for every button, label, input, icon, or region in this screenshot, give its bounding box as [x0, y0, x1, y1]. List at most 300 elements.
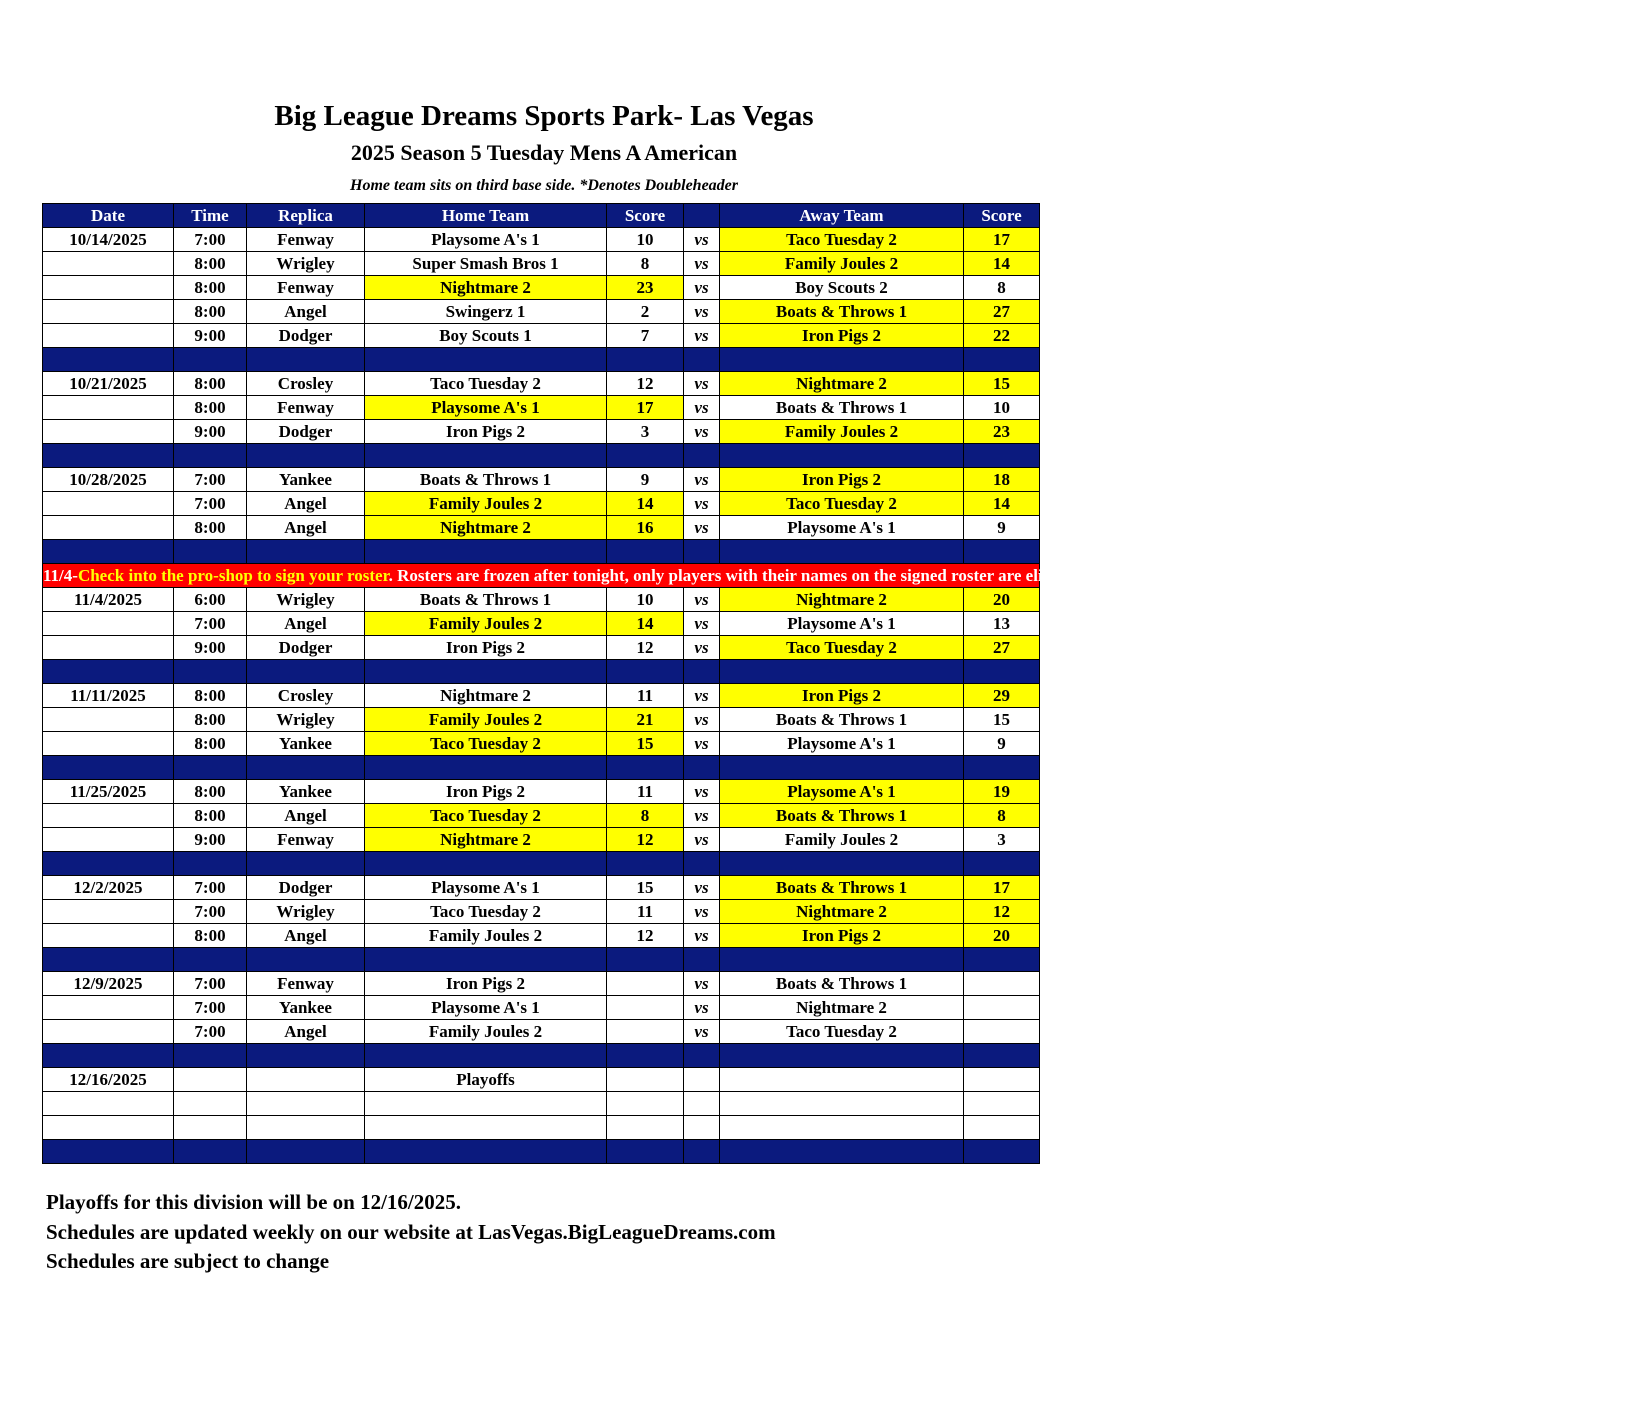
separator-cell: [247, 756, 365, 780]
away-team-cell: Boats & Throws 1: [720, 708, 964, 732]
separator-cell: [247, 348, 365, 372]
away-team-cell: Taco Tuesday 2: [720, 492, 964, 516]
time-cell: [174, 1068, 247, 1092]
away-team-cell: Iron Pigs 2: [720, 924, 964, 948]
home-team-cell: Family Joules 2: [365, 612, 607, 636]
roster-notice: [43, 564, 1642, 588]
week-separator-row: [43, 660, 1040, 684]
separator-cell: [365, 348, 607, 372]
away-team-cell: Taco Tuesday 2: [720, 636, 964, 660]
vs-cell: vs: [684, 588, 720, 612]
separator-cell: [720, 948, 964, 972]
week-separator-row: [43, 348, 1040, 372]
away-team-cell: Taco Tuesday 2: [720, 228, 964, 252]
vs-cell: vs: [684, 900, 720, 924]
away-team-cell: Family Joules 2: [720, 420, 964, 444]
separator-cell: [684, 948, 720, 972]
time-cell: 8:00: [174, 372, 247, 396]
away-team-cell: Iron Pigs 2: [720, 684, 964, 708]
home-team-cell: Family Joules 2: [365, 492, 607, 516]
date-cell: [43, 300, 174, 324]
home-team-cell: Boats & Throws 1: [365, 588, 607, 612]
home-team-cell: Boats & Throws 1: [365, 468, 607, 492]
away-team-cell: Nightmare 2: [720, 372, 964, 396]
away-team-cell: Playsome A's 1: [720, 516, 964, 540]
away-score-cell: [964, 996, 1040, 1020]
separator-cell: [247, 1044, 365, 1068]
time-cell: 7:00: [174, 900, 247, 924]
date-cell: 12/9/2025: [43, 972, 174, 996]
date-cell: 10/14/2025: [43, 228, 174, 252]
separator-cell: [720, 1044, 964, 1068]
replica-cell: Crosley: [247, 684, 365, 708]
date-cell: [43, 1116, 174, 1140]
home-team-cell: Iron Pigs 2: [365, 420, 607, 444]
vs-cell: vs: [684, 876, 720, 900]
time-cell: 7:00: [174, 612, 247, 636]
page-title: Big League Dreams Sports Park- Las Vegas: [274, 100, 814, 132]
separator-cell: [684, 444, 720, 468]
table-row: [43, 300, 1040, 324]
separator-cell: [684, 756, 720, 780]
time-cell: 8:00: [174, 252, 247, 276]
replica-cell: Angel: [247, 612, 365, 636]
replica-cell: Dodger: [247, 636, 365, 660]
table-row: [43, 252, 1040, 276]
vs-cell: vs: [684, 924, 720, 948]
table-row: [43, 732, 1040, 756]
table-row: [43, 324, 1040, 348]
table-row: [43, 924, 1040, 948]
date-cell: [43, 924, 174, 948]
replica-cell: Dodger: [247, 876, 365, 900]
away-team-cell: Boats & Throws 1: [720, 876, 964, 900]
separator-cell: [964, 660, 1040, 684]
replica-cell: [247, 1068, 365, 1092]
separator-cell: [720, 444, 964, 468]
replica-cell: Angel: [247, 516, 365, 540]
date-cell: [43, 276, 174, 300]
vs-cell: vs: [684, 708, 720, 732]
home-team-cell: Taco Tuesday 2: [365, 900, 607, 924]
vs-cell: [684, 1116, 720, 1140]
time-cell: 9:00: [174, 636, 247, 660]
date-cell: 10/28/2025: [43, 468, 174, 492]
table-row: [43, 516, 1040, 540]
away-score-cell: [964, 1116, 1040, 1140]
home-score-cell: 15: [607, 876, 684, 900]
home-team-cell: Playsome A's 1: [365, 228, 607, 252]
time-cell: 8:00: [174, 732, 247, 756]
separator-cell: [964, 444, 1040, 468]
date-cell: 12/16/2025: [43, 1068, 174, 1092]
replica-cell: Yankee: [247, 468, 365, 492]
home-score-cell: [607, 972, 684, 996]
schedule-body: [43, 228, 1642, 1164]
separator-cell: [607, 444, 684, 468]
footer-playoffs-note: Playoffs for this division will be on 12/16/2025.: [46, 1190, 461, 1214]
schedule-table: [42, 203, 1642, 1164]
separator-cell: [607, 948, 684, 972]
home-team-cell: [365, 1116, 607, 1140]
away-team-cell: [720, 1092, 964, 1116]
time-cell: 8:00: [174, 804, 247, 828]
home-score-cell: [607, 996, 684, 1020]
vs-cell: vs: [684, 420, 720, 444]
home-team-cell: Iron Pigs 2: [365, 780, 607, 804]
home-score-cell: 12: [607, 924, 684, 948]
separator-cell: [365, 1044, 607, 1068]
home-score-cell: 12: [607, 636, 684, 660]
week-separator-row: [43, 540, 1040, 564]
time-cell: [174, 1116, 247, 1140]
vs-cell: vs: [684, 372, 720, 396]
replica-cell: Angel: [247, 1020, 365, 1044]
separator-cell: [964, 756, 1040, 780]
separator-cell: [365, 660, 607, 684]
separator-cell: [174, 852, 247, 876]
time-cell: 7:00: [174, 468, 247, 492]
separator-cell: [607, 540, 684, 564]
separator-cell: [964, 948, 1040, 972]
week-separator-row: [43, 948, 1040, 972]
away-team-cell: Iron Pigs 2: [720, 324, 964, 348]
date-cell: [43, 708, 174, 732]
separator-cell: [607, 1140, 684, 1164]
replica-cell: Wrigley: [247, 708, 365, 732]
separator-cell: [247, 852, 365, 876]
away-score-cell: 9: [964, 732, 1040, 756]
date-cell: [43, 804, 174, 828]
separator-cell: [43, 1044, 174, 1068]
home-score-cell: [607, 1092, 684, 1116]
home-score-cell: 17: [607, 396, 684, 420]
date-cell: [43, 732, 174, 756]
home-team-cell: Playoffs: [365, 1068, 607, 1092]
replica-cell: Yankee: [247, 780, 365, 804]
date-cell: [43, 324, 174, 348]
table-row: [43, 372, 1040, 396]
week-separator-row: [43, 1140, 1040, 1164]
separator-cell: [964, 852, 1040, 876]
replica-cell: Fenway: [247, 228, 365, 252]
separator-cell: [720, 852, 964, 876]
home-team-cell: Super Smash Bros 1: [365, 252, 607, 276]
schedule-note: Home team sits on third base side. *Denotes Doubleheader: [350, 177, 738, 194]
away-score-cell: 15: [964, 372, 1040, 396]
table-row: [43, 804, 1040, 828]
date-cell: [43, 420, 174, 444]
separator-cell: [43, 1140, 174, 1164]
time-cell: 7:00: [174, 1020, 247, 1044]
table-row: [43, 396, 1040, 420]
home-score-cell: 7: [607, 324, 684, 348]
separator-cell: [174, 1044, 247, 1068]
replica-cell: Fenway: [247, 972, 365, 996]
separator-cell: [365, 540, 607, 564]
time-cell: 7:00: [174, 228, 247, 252]
away-team-cell: Boy Scouts 2: [720, 276, 964, 300]
notice-text: 11/4-: [43, 565, 78, 585]
date-cell: [43, 1092, 174, 1116]
home-score-cell: 3: [607, 420, 684, 444]
table-row: [43, 780, 1040, 804]
home-score-cell: 12: [607, 372, 684, 396]
home-score-cell: 12: [607, 828, 684, 852]
away-team-cell: Playsome A's 1: [720, 612, 964, 636]
time-cell: 8:00: [174, 516, 247, 540]
vs-cell: [684, 1092, 720, 1116]
separator-cell: [607, 756, 684, 780]
away-team-cell: [720, 1116, 964, 1140]
home-team-cell: Nightmare 2: [365, 684, 607, 708]
home-team-cell: Taco Tuesday 2: [365, 804, 607, 828]
separator-cell: [365, 852, 607, 876]
time-cell: 8:00: [174, 924, 247, 948]
home-team-cell: Boy Scouts 1: [365, 324, 607, 348]
away-score-cell: 18: [964, 468, 1040, 492]
separator-cell: [720, 348, 964, 372]
home-score-cell: [607, 1116, 684, 1140]
week-separator-row: [43, 1044, 1040, 1068]
separator-cell: [43, 540, 174, 564]
vs-cell: vs: [684, 972, 720, 996]
vs-cell: vs: [684, 804, 720, 828]
separator-cell: [365, 1140, 607, 1164]
footer-change-note: Schedules are subject to change: [46, 1249, 330, 1273]
time-cell: 9:00: [174, 420, 247, 444]
away-score-cell: 20: [964, 924, 1040, 948]
away-score-cell: 27: [964, 300, 1040, 324]
time-cell: 7:00: [174, 996, 247, 1020]
separator-cell: [174, 444, 247, 468]
replica-cell: Yankee: [247, 732, 365, 756]
table-row: [43, 492, 1040, 516]
home-team-cell: Playsome A's 1: [365, 996, 607, 1020]
vs-cell: vs: [684, 492, 720, 516]
home-score-cell: 8: [607, 252, 684, 276]
table-row: [43, 708, 1040, 732]
separator-cell: [720, 660, 964, 684]
home-score-cell: 10: [607, 228, 684, 252]
away-team-cell: Iron Pigs 2: [720, 468, 964, 492]
separator-cell: [684, 852, 720, 876]
away-score-cell: [964, 972, 1040, 996]
home-score-cell: 11: [607, 684, 684, 708]
time-cell: 7:00: [174, 876, 247, 900]
separator-cell: [174, 948, 247, 972]
home-score-cell: [607, 1020, 684, 1044]
date-cell: 12/2/2025: [43, 876, 174, 900]
away-score-cell: 29: [964, 684, 1040, 708]
vs-cell: vs: [684, 636, 720, 660]
home-score-cell: 10: [607, 588, 684, 612]
vs-cell: vs: [684, 732, 720, 756]
home-score-cell: 2: [607, 300, 684, 324]
separator-cell: [43, 660, 174, 684]
date-cell: [43, 900, 174, 924]
replica-cell: Fenway: [247, 276, 365, 300]
separator-cell: [684, 540, 720, 564]
time-cell: 9:00: [174, 828, 247, 852]
separator-cell: [684, 1044, 720, 1068]
replica-cell: Angel: [247, 924, 365, 948]
date-cell: [43, 612, 174, 636]
separator-cell: [43, 852, 174, 876]
date-cell: 11/4/2025: [43, 588, 174, 612]
col-header-vs: [684, 204, 720, 228]
table-row: [43, 900, 1040, 924]
replica-cell: Wrigley: [247, 588, 365, 612]
separator-cell: [684, 660, 720, 684]
date-cell: [43, 252, 174, 276]
away-team-cell: Family Joules 2: [720, 252, 964, 276]
separator-cell: [247, 1140, 365, 1164]
time-cell: 8:00: [174, 300, 247, 324]
separator-cell: [43, 444, 174, 468]
vs-cell: vs: [684, 996, 720, 1020]
separator-cell: [247, 444, 365, 468]
vs-cell: vs: [684, 780, 720, 804]
time-cell: 8:00: [174, 684, 247, 708]
away-score-cell: 14: [964, 252, 1040, 276]
time-cell: 7:00: [174, 972, 247, 996]
away-team-cell: Boats & Throws 1: [720, 972, 964, 996]
away-score-cell: 8: [964, 276, 1040, 300]
time-cell: [174, 1092, 247, 1116]
separator-cell: [720, 1140, 964, 1164]
away-score-cell: 15: [964, 708, 1040, 732]
separator-cell: [43, 348, 174, 372]
date-cell: [43, 396, 174, 420]
away-score-cell: 20: [964, 588, 1040, 612]
col-header-time: Time: [174, 204, 247, 228]
replica-cell: Angel: [247, 300, 365, 324]
away-team-cell: Playsome A's 1: [720, 780, 964, 804]
vs-cell: vs: [684, 228, 720, 252]
vs-cell: vs: [684, 300, 720, 324]
away-team-cell: Nightmare 2: [720, 588, 964, 612]
home-score-cell: 16: [607, 516, 684, 540]
away-score-cell: [964, 1092, 1040, 1116]
home-score-cell: 11: [607, 900, 684, 924]
table-row: [43, 612, 1040, 636]
away-team-cell: [720, 1068, 964, 1092]
replica-cell: Dodger: [247, 420, 365, 444]
away-score-cell: 14: [964, 492, 1040, 516]
separator-cell: [365, 756, 607, 780]
home-team-cell: Swingerz 1: [365, 300, 607, 324]
replica-cell: [247, 1116, 365, 1140]
time-cell: 9:00: [174, 324, 247, 348]
date-cell: [43, 492, 174, 516]
table-row: [43, 468, 1040, 492]
table-row: [43, 276, 1040, 300]
home-team-cell: Iron Pigs 2: [365, 972, 607, 996]
time-cell: 7:00: [174, 492, 247, 516]
replica-cell: [247, 1092, 365, 1116]
separator-cell: [174, 348, 247, 372]
table-row: [43, 684, 1040, 708]
away-score-cell: 17: [964, 876, 1040, 900]
away-team-cell: Nightmare 2: [720, 996, 964, 1020]
away-score-cell: 22: [964, 324, 1040, 348]
page-subtitle: 2025 Season 5 Tuesday Mens A American: [350, 140, 738, 165]
date-cell: [43, 516, 174, 540]
away-score-cell: 27: [964, 636, 1040, 660]
home-team-cell: Nightmare 2: [365, 516, 607, 540]
home-team-cell: Nightmare 2: [365, 828, 607, 852]
away-score-cell: 23: [964, 420, 1040, 444]
notice-text: . Rosters are frozen after tonight, only players with their names on the signed roster are eligible for playoffs. Please check carefully as changes will not be made for omissions.: [388, 565, 1642, 585]
vs-cell: vs: [684, 252, 720, 276]
home-team-cell: [365, 1092, 607, 1116]
home-team-cell: Family Joules 2: [365, 924, 607, 948]
home-team-cell: Playsome A's 1: [365, 396, 607, 420]
replica-cell: Wrigley: [247, 252, 365, 276]
separator-cell: [964, 1140, 1040, 1164]
vs-cell: vs: [684, 684, 720, 708]
separator-cell: [720, 756, 964, 780]
col-header-home-team: Home Team: [365, 204, 607, 228]
vs-cell: vs: [684, 468, 720, 492]
separator-cell: [607, 852, 684, 876]
away-team-cell: Family Joules 2: [720, 828, 964, 852]
separator-cell: [720, 540, 964, 564]
separator-cell: [174, 756, 247, 780]
time-cell: 8:00: [174, 276, 247, 300]
date-cell: [43, 828, 174, 852]
away-score-cell: [964, 1068, 1040, 1092]
separator-cell: [365, 444, 607, 468]
date-cell: 11/25/2025: [43, 780, 174, 804]
home-score-cell: 8: [607, 804, 684, 828]
home-score-cell: 9: [607, 468, 684, 492]
separator-cell: [607, 660, 684, 684]
vs-cell: vs: [684, 324, 720, 348]
table-row: [43, 1068, 1040, 1092]
home-score-cell: 14: [607, 492, 684, 516]
week-separator-row: [43, 444, 1040, 468]
footer-website-note: Schedules are updated weekly on our website at LasVegas.BigLeagueDreams.com: [46, 1220, 776, 1244]
separator-cell: [174, 660, 247, 684]
separator-cell: [247, 948, 365, 972]
separator-cell: [964, 540, 1040, 564]
date-cell: [43, 996, 174, 1020]
vs-cell: vs: [684, 276, 720, 300]
table-row: [43, 1092, 1040, 1116]
col-header-home-score: Score: [607, 204, 684, 228]
date-cell: [43, 1020, 174, 1044]
away-score-cell: 3: [964, 828, 1040, 852]
home-score-cell: [607, 1068, 684, 1092]
home-score-cell: 11: [607, 780, 684, 804]
away-score-cell: 19: [964, 780, 1040, 804]
table-row: [43, 828, 1040, 852]
away-score-cell: 9: [964, 516, 1040, 540]
notice-text: Check into the pro-shop to sign your roster: [77, 565, 389, 585]
home-team-cell: Taco Tuesday 2: [365, 372, 607, 396]
home-score-cell: 15: [607, 732, 684, 756]
away-team-cell: Boats & Throws 1: [720, 396, 964, 420]
separator-cell: [607, 348, 684, 372]
away-score-cell: 12: [964, 900, 1040, 924]
time-cell: 8:00: [174, 708, 247, 732]
separator-cell: [247, 660, 365, 684]
separator-cell: [964, 1044, 1040, 1068]
time-cell: 6:00: [174, 588, 247, 612]
home-team-cell: Taco Tuesday 2: [365, 732, 607, 756]
